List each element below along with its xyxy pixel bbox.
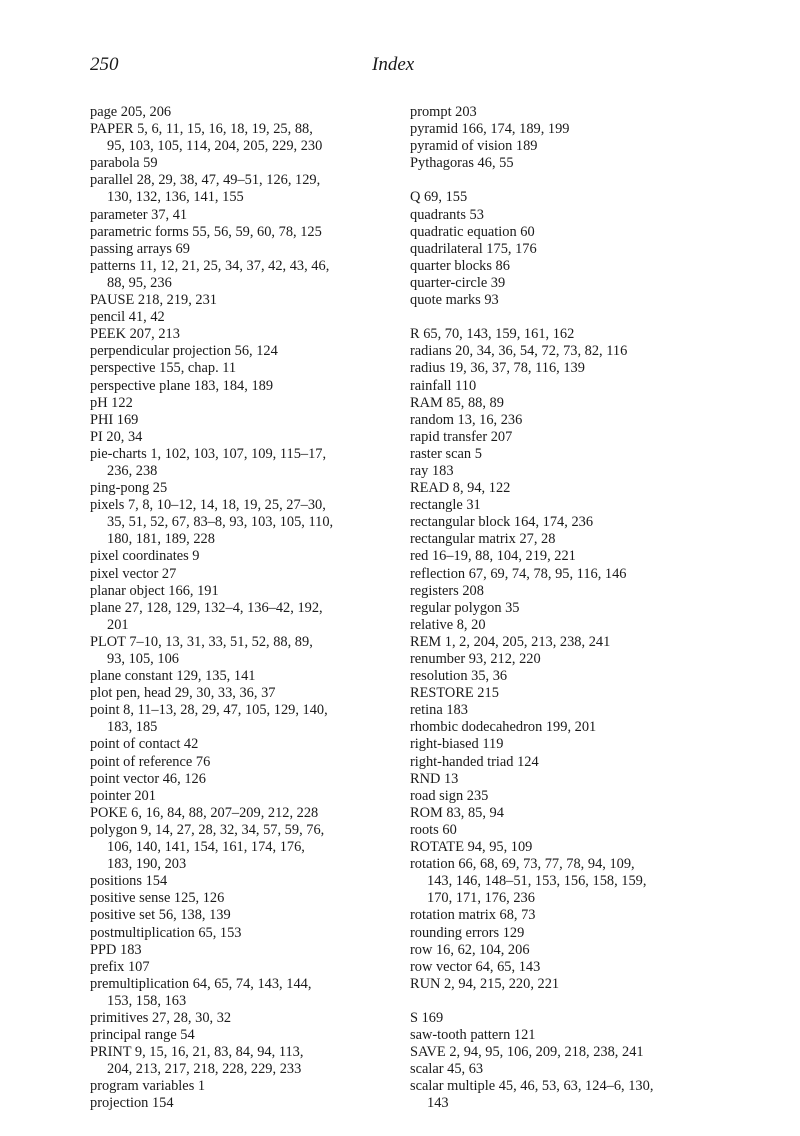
- index-entry-line: page 205, 206: [90, 104, 172, 120]
- index-entry-line: point of reference 76: [90, 753, 211, 770]
- index-entry-line: pixel vector 27: [90, 565, 177, 582]
- index-entry-line: passing arrays 69: [90, 240, 190, 257]
- index-entry: [90, 207, 390, 224]
- index-entry: [410, 395, 720, 412]
- index-entry: [410, 412, 720, 429]
- index-entry-line: rectangular block 164, 174, 236: [410, 514, 594, 531]
- index-entry: [410, 822, 720, 839]
- index-entry: [410, 651, 720, 668]
- index-entry-line: PEEK 207, 213: [90, 326, 180, 343]
- index-entry: [410, 907, 720, 924]
- index-entry: [410, 104, 720, 121]
- index-entry-continuation: 170, 171, 176, 236: [427, 890, 535, 907]
- index-entry-line: parameter 37, 41: [90, 206, 188, 223]
- index-entry-line: Q 69, 155: [410, 189, 468, 206]
- index-entry: [90, 873, 390, 890]
- index-entry-line: POKE 6, 16, 84, 88, 207–209, 212, 228: [90, 804, 319, 821]
- index-entry-line: registers 208: [410, 582, 484, 599]
- index-entry: [90, 1027, 390, 1044]
- index-entry-continuation: 180, 181, 189, 228: [107, 531, 215, 548]
- index-entry-line: resolution 35, 36: [410, 668, 508, 685]
- index-entry: [90, 378, 390, 395]
- index-entry: [90, 668, 390, 685]
- index-entry: [410, 839, 720, 856]
- index-entry: [410, 207, 720, 224]
- index-entry-line: pie-charts 1, 102, 103, 107, 109, 115–17,: [90, 445, 327, 462]
- index-entry: [90, 343, 390, 360]
- index-entry-line: row vector 64, 65, 143: [410, 958, 541, 975]
- index-entry-line: primitives 27, 28, 30, 32: [90, 1009, 232, 1026]
- index-column-right: [410, 104, 720, 1113]
- index-entry-line: plane 27, 128, 129, 132–4, 136–42, 192,: [90, 599, 323, 616]
- running-head: Index: [372, 54, 415, 75]
- index-entry-line: random 13, 16, 236: [410, 411, 523, 428]
- index-entry-line: retina 183: [410, 702, 468, 719]
- page-number: 250: [90, 54, 119, 75]
- index-entry-line: PAPER 5, 6, 11, 15, 16, 18, 19, 25, 88,: [90, 121, 313, 138]
- index-entry-line: ROM 83, 85, 94: [410, 804, 504, 821]
- index-entry-line: R 65, 70, 143, 159, 161, 162: [410, 326, 575, 343]
- index-entry: [90, 788, 390, 805]
- index-entry-continuation: 143, 146, 148–51, 153, 156, 158, 159,: [427, 873, 647, 890]
- index-entry: [90, 121, 390, 155]
- index-entry-line: rainfall 110: [410, 377, 477, 394]
- index-entry: [410, 292, 720, 309]
- letter-group-gap: [410, 993, 720, 1010]
- index-entry-line: parametric forms 55, 56, 59, 60, 78, 125: [90, 223, 322, 240]
- index-entry-continuation: 153, 158, 163: [107, 992, 187, 1009]
- index-entry-line: pH 122: [90, 394, 133, 411]
- index-entry: [410, 771, 720, 788]
- index-entry: [90, 172, 390, 206]
- index-entry-line: regular polygon 35: [410, 599, 520, 616]
- index-entry-line: ROTATE 94, 95, 109: [410, 839, 533, 856]
- index-entry: [90, 822, 390, 873]
- index-entry: [410, 138, 720, 155]
- index-entry: [410, 241, 720, 258]
- index-entry-line: RESTORE 215: [410, 685, 499, 702]
- index-entry-line: row 16, 62, 104, 206: [410, 941, 530, 958]
- index-entry: [410, 1078, 720, 1112]
- index-entry-line: planar object 166, 191: [90, 582, 219, 599]
- index-entry: [410, 702, 720, 719]
- index-entry: [410, 446, 720, 463]
- index-entry-line: pixel coordinates 9: [90, 548, 200, 565]
- index-entry: [410, 480, 720, 497]
- index-entry-continuation: 35, 51, 52, 67, 83–8, 93, 103, 105, 110,: [107, 514, 334, 531]
- index-entry: [410, 258, 720, 275]
- index-entry: [90, 959, 390, 976]
- index-entry-line: PLOT 7–10, 13, 31, 33, 51, 52, 88, 89,: [90, 633, 313, 650]
- index-entry-line: positions 154: [90, 873, 168, 890]
- index-entry: [90, 241, 390, 258]
- index-entry-line: RND 13: [410, 770, 459, 787]
- index-entry-line: pyramid 166, 174, 189, 199: [410, 121, 570, 138]
- index-entry: [90, 395, 390, 412]
- index-entry-line: point of contact 42: [90, 736, 199, 753]
- index-entry: [90, 497, 390, 548]
- index-entry-line: quarter-circle 39: [410, 274, 506, 291]
- index-entry-line: plane constant 129, 135, 141: [90, 668, 256, 685]
- index-entry-continuation: 204, 213, 217, 218, 228, 229, 233: [107, 1061, 302, 1078]
- index-entry-line: pencil 41, 42: [90, 309, 165, 326]
- index-entry-line: postmultiplication 65, 153: [90, 924, 242, 941]
- index-entry-line: polygon 9, 14, 27, 28, 32, 34, 57, 59, 76,: [90, 821, 325, 838]
- index-entry-line: projection 154: [90, 1095, 174, 1112]
- index-entry-line: saw-tooth pattern 121: [410, 1027, 536, 1044]
- index-entry-line: quadrilateral 175, 176: [410, 240, 537, 257]
- index-entry-line: PRINT 9, 15, 16, 21, 83, 84, 94, 113,: [90, 1044, 304, 1061]
- index-entry-line: rotation 66, 68, 69, 73, 77, 78, 94, 109,: [410, 856, 635, 873]
- index-entry: [90, 155, 390, 172]
- index-entry-continuation: 130, 132, 136, 141, 155: [107, 189, 244, 206]
- index-entry-line: premultiplication 64, 65, 74, 143, 144,: [90, 975, 312, 992]
- index-entry-line: reflection 67, 69, 74, 78, 95, 116, 146: [410, 565, 627, 582]
- index-entry-continuation: 106, 140, 141, 154, 161, 174, 176,: [107, 839, 305, 856]
- index-entry-line: red 16–19, 88, 104, 219, 221: [410, 548, 576, 565]
- index-entry-line: scalar multiple 45, 46, 53, 63, 124–6, 130,: [410, 1078, 654, 1095]
- index-entry-line: ray 183: [410, 462, 454, 479]
- index-entry: [410, 788, 720, 805]
- index-entry-line: pointer 201: [90, 787, 156, 804]
- index-entry: [410, 959, 720, 976]
- index-entry: [90, 976, 390, 1010]
- index-entry: [410, 925, 720, 942]
- index-entry: [90, 224, 390, 241]
- index-entry: [90, 702, 390, 736]
- index-entry: [410, 668, 720, 685]
- index-entry-line: road sign 235: [410, 787, 489, 804]
- index-entry-line: rectangular matrix 27, 28: [410, 531, 556, 548]
- index-entry-line: patterns 11, 12, 21, 25, 34, 37, 42, 43, 46,: [90, 257, 330, 274]
- index-entry: [410, 805, 720, 822]
- index-entry: [410, 155, 720, 172]
- index-entry: [410, 1044, 720, 1061]
- index-entry-line: renumber 93, 212, 220: [410, 651, 541, 667]
- index-entry: [410, 1027, 720, 1044]
- index-entry-continuation: 236, 238: [107, 462, 158, 479]
- index-entry-line: pixels 7, 8, 10–12, 14, 18, 19, 25, 27–30,: [90, 497, 326, 514]
- index-entry: [410, 736, 720, 753]
- index-entry: [410, 583, 720, 600]
- index-entry-continuation: 183, 185: [107, 719, 158, 736]
- index-entry: [90, 309, 390, 326]
- index-entry-line: perpendicular projection 56, 124: [90, 343, 278, 360]
- index-entry: [90, 1078, 390, 1095]
- index-entry: [410, 566, 720, 583]
- index-entry: [410, 121, 720, 138]
- index-entry-line: point vector 46, 126: [90, 770, 206, 787]
- index-entry: [410, 429, 720, 446]
- index-entry-line: perspective plane 183, 184, 189: [90, 377, 274, 394]
- index-entry: [90, 771, 390, 788]
- index-entry: [90, 736, 390, 753]
- index-entry: [410, 514, 720, 531]
- index-entry-line: scalar 45, 63: [410, 1061, 484, 1078]
- index-entry-line: parabola 59: [90, 155, 158, 172]
- index-entry: [90, 942, 390, 959]
- index-entry-line: roots 60: [410, 821, 457, 838]
- index-entry: [410, 719, 720, 736]
- index-entry: [410, 1061, 720, 1078]
- index-entry-continuation: 88, 95, 236: [107, 274, 172, 291]
- index-column-left: [90, 104, 390, 1113]
- index-entry: [90, 566, 390, 583]
- index-entry-continuation: 143: [427, 1095, 449, 1112]
- index-entry: [410, 634, 720, 651]
- letter-group-gap: [410, 309, 720, 326]
- index-entry: [90, 907, 390, 924]
- index-entry-line: SAVE 2, 94, 95, 106, 209, 218, 238, 241: [410, 1044, 644, 1061]
- index-entry: [90, 429, 390, 446]
- index-entry-line: pyramid of vision 189: [410, 138, 538, 155]
- index-entry-line: RAM 85, 88, 89: [410, 394, 504, 411]
- index-entry-line: PI 20, 34: [90, 428, 143, 445]
- index-entry: [410, 531, 720, 548]
- index-entry: [410, 275, 720, 292]
- index-entry-continuation: 95, 103, 105, 114, 204, 205, 229, 230: [107, 138, 323, 155]
- index-entry: [410, 360, 720, 377]
- index-entry-line: prompt 203: [410, 104, 477, 120]
- index-entry-line: raster scan 5: [410, 445, 482, 462]
- index-entry: [90, 1095, 390, 1112]
- index-entry-line: RUN 2, 94, 215, 220, 221: [410, 975, 560, 992]
- index-entry-line: S 169: [410, 1009, 444, 1026]
- index-entry: [410, 754, 720, 771]
- index-entry-line: program variables 1: [90, 1078, 206, 1095]
- index-entry: [410, 378, 720, 395]
- index-entry-line: right-handed triad 124: [410, 753, 539, 770]
- index-entry-line: PAUSE 218, 219, 231: [90, 292, 218, 309]
- index-entry: [90, 292, 390, 309]
- index-entry: [90, 412, 390, 429]
- index-entry: [90, 685, 390, 702]
- index-entry-line: principal range 54: [90, 1027, 195, 1044]
- index-entry: [410, 189, 720, 206]
- index-entry: [410, 1010, 720, 1027]
- index-entry-line: rounding errors 129: [410, 924, 525, 941]
- index-entry-line: rhombic dodecahedron 199, 201: [410, 719, 597, 736]
- index-entry-line: Pythagoras 46, 55: [410, 155, 514, 172]
- index-entry-line: prefix 107: [90, 958, 150, 975]
- index-entry: [410, 856, 720, 907]
- index-entry-continuation: 93, 105, 106: [107, 651, 179, 667]
- index-entry: [410, 976, 720, 993]
- index-entry-line: radius 19, 36, 37, 78, 116, 139: [410, 360, 585, 377]
- index-entry: [410, 343, 720, 360]
- index-entry-line: positive set 56, 138, 139: [90, 907, 231, 924]
- index-entry: [410, 685, 720, 702]
- index-entry-line: rotation matrix 68, 73: [410, 907, 536, 924]
- index-entry-line: PPD 183: [90, 941, 142, 958]
- index-entry: [410, 326, 720, 343]
- index-entry-line: quadratic equation 60: [410, 223, 535, 240]
- index-entry: [410, 942, 720, 959]
- index-entry: [90, 890, 390, 907]
- index-entry-line: ping-pong 25: [90, 480, 168, 497]
- index-entry: [410, 497, 720, 514]
- letter-group-gap: [410, 172, 720, 189]
- index-entry-line: positive sense 125, 126: [90, 890, 225, 907]
- index-entry: [90, 326, 390, 343]
- index-entry-continuation: 201: [107, 616, 129, 633]
- index-entry: [90, 1010, 390, 1027]
- index-entry: [90, 258, 390, 292]
- index-entry-line: rectangle 31: [410, 497, 481, 514]
- index-entry-line: REM 1, 2, 204, 205, 213, 238, 241: [410, 633, 611, 650]
- index-entry: [410, 600, 720, 617]
- index-entry: [90, 634, 390, 668]
- index-entry: [90, 805, 390, 822]
- index-entry-line: point 8, 11–13, 28, 29, 47, 105, 129, 140,: [90, 702, 328, 719]
- index-entry-line: rapid transfer 207: [410, 428, 513, 445]
- index-entry: [90, 360, 390, 377]
- index-entry-line: radians 20, 34, 36, 54, 72, 73, 82, 116: [410, 343, 628, 360]
- index-entry: [410, 548, 720, 565]
- index-entry: [90, 104, 390, 121]
- index-entry-line: plot pen, head 29, 30, 33, 36, 37: [90, 685, 276, 702]
- index-entry-line: quote marks 93: [410, 292, 499, 309]
- index-entry-line: PHI 169: [90, 411, 139, 428]
- index-entry: [410, 617, 720, 634]
- index-entry: [410, 224, 720, 241]
- index-entry-line: quarter blocks 86: [410, 257, 510, 274]
- index-entry: [90, 583, 390, 600]
- index-entry-line: quadrants 53: [410, 206, 484, 223]
- index-entry: [90, 754, 390, 771]
- index-entry-line: READ 8, 94, 122: [410, 480, 511, 497]
- index-entry: [90, 925, 390, 942]
- index-entry-line: perspective 155, chap. 11: [90, 360, 237, 377]
- index-entry-continuation: 183, 190, 203: [107, 856, 187, 873]
- index-entry: [90, 480, 390, 497]
- index-entry: [410, 463, 720, 480]
- index-entry: [90, 1044, 390, 1078]
- index-entry: [90, 548, 390, 565]
- index-entry-line: parallel 28, 29, 38, 47, 49–51, 126, 129,: [90, 172, 321, 189]
- index-entry: [90, 446, 390, 480]
- index-entry: [90, 600, 390, 634]
- index-entry-line: right-biased 119: [410, 736, 504, 753]
- index-entry-line: relative 8, 20: [410, 616, 486, 633]
